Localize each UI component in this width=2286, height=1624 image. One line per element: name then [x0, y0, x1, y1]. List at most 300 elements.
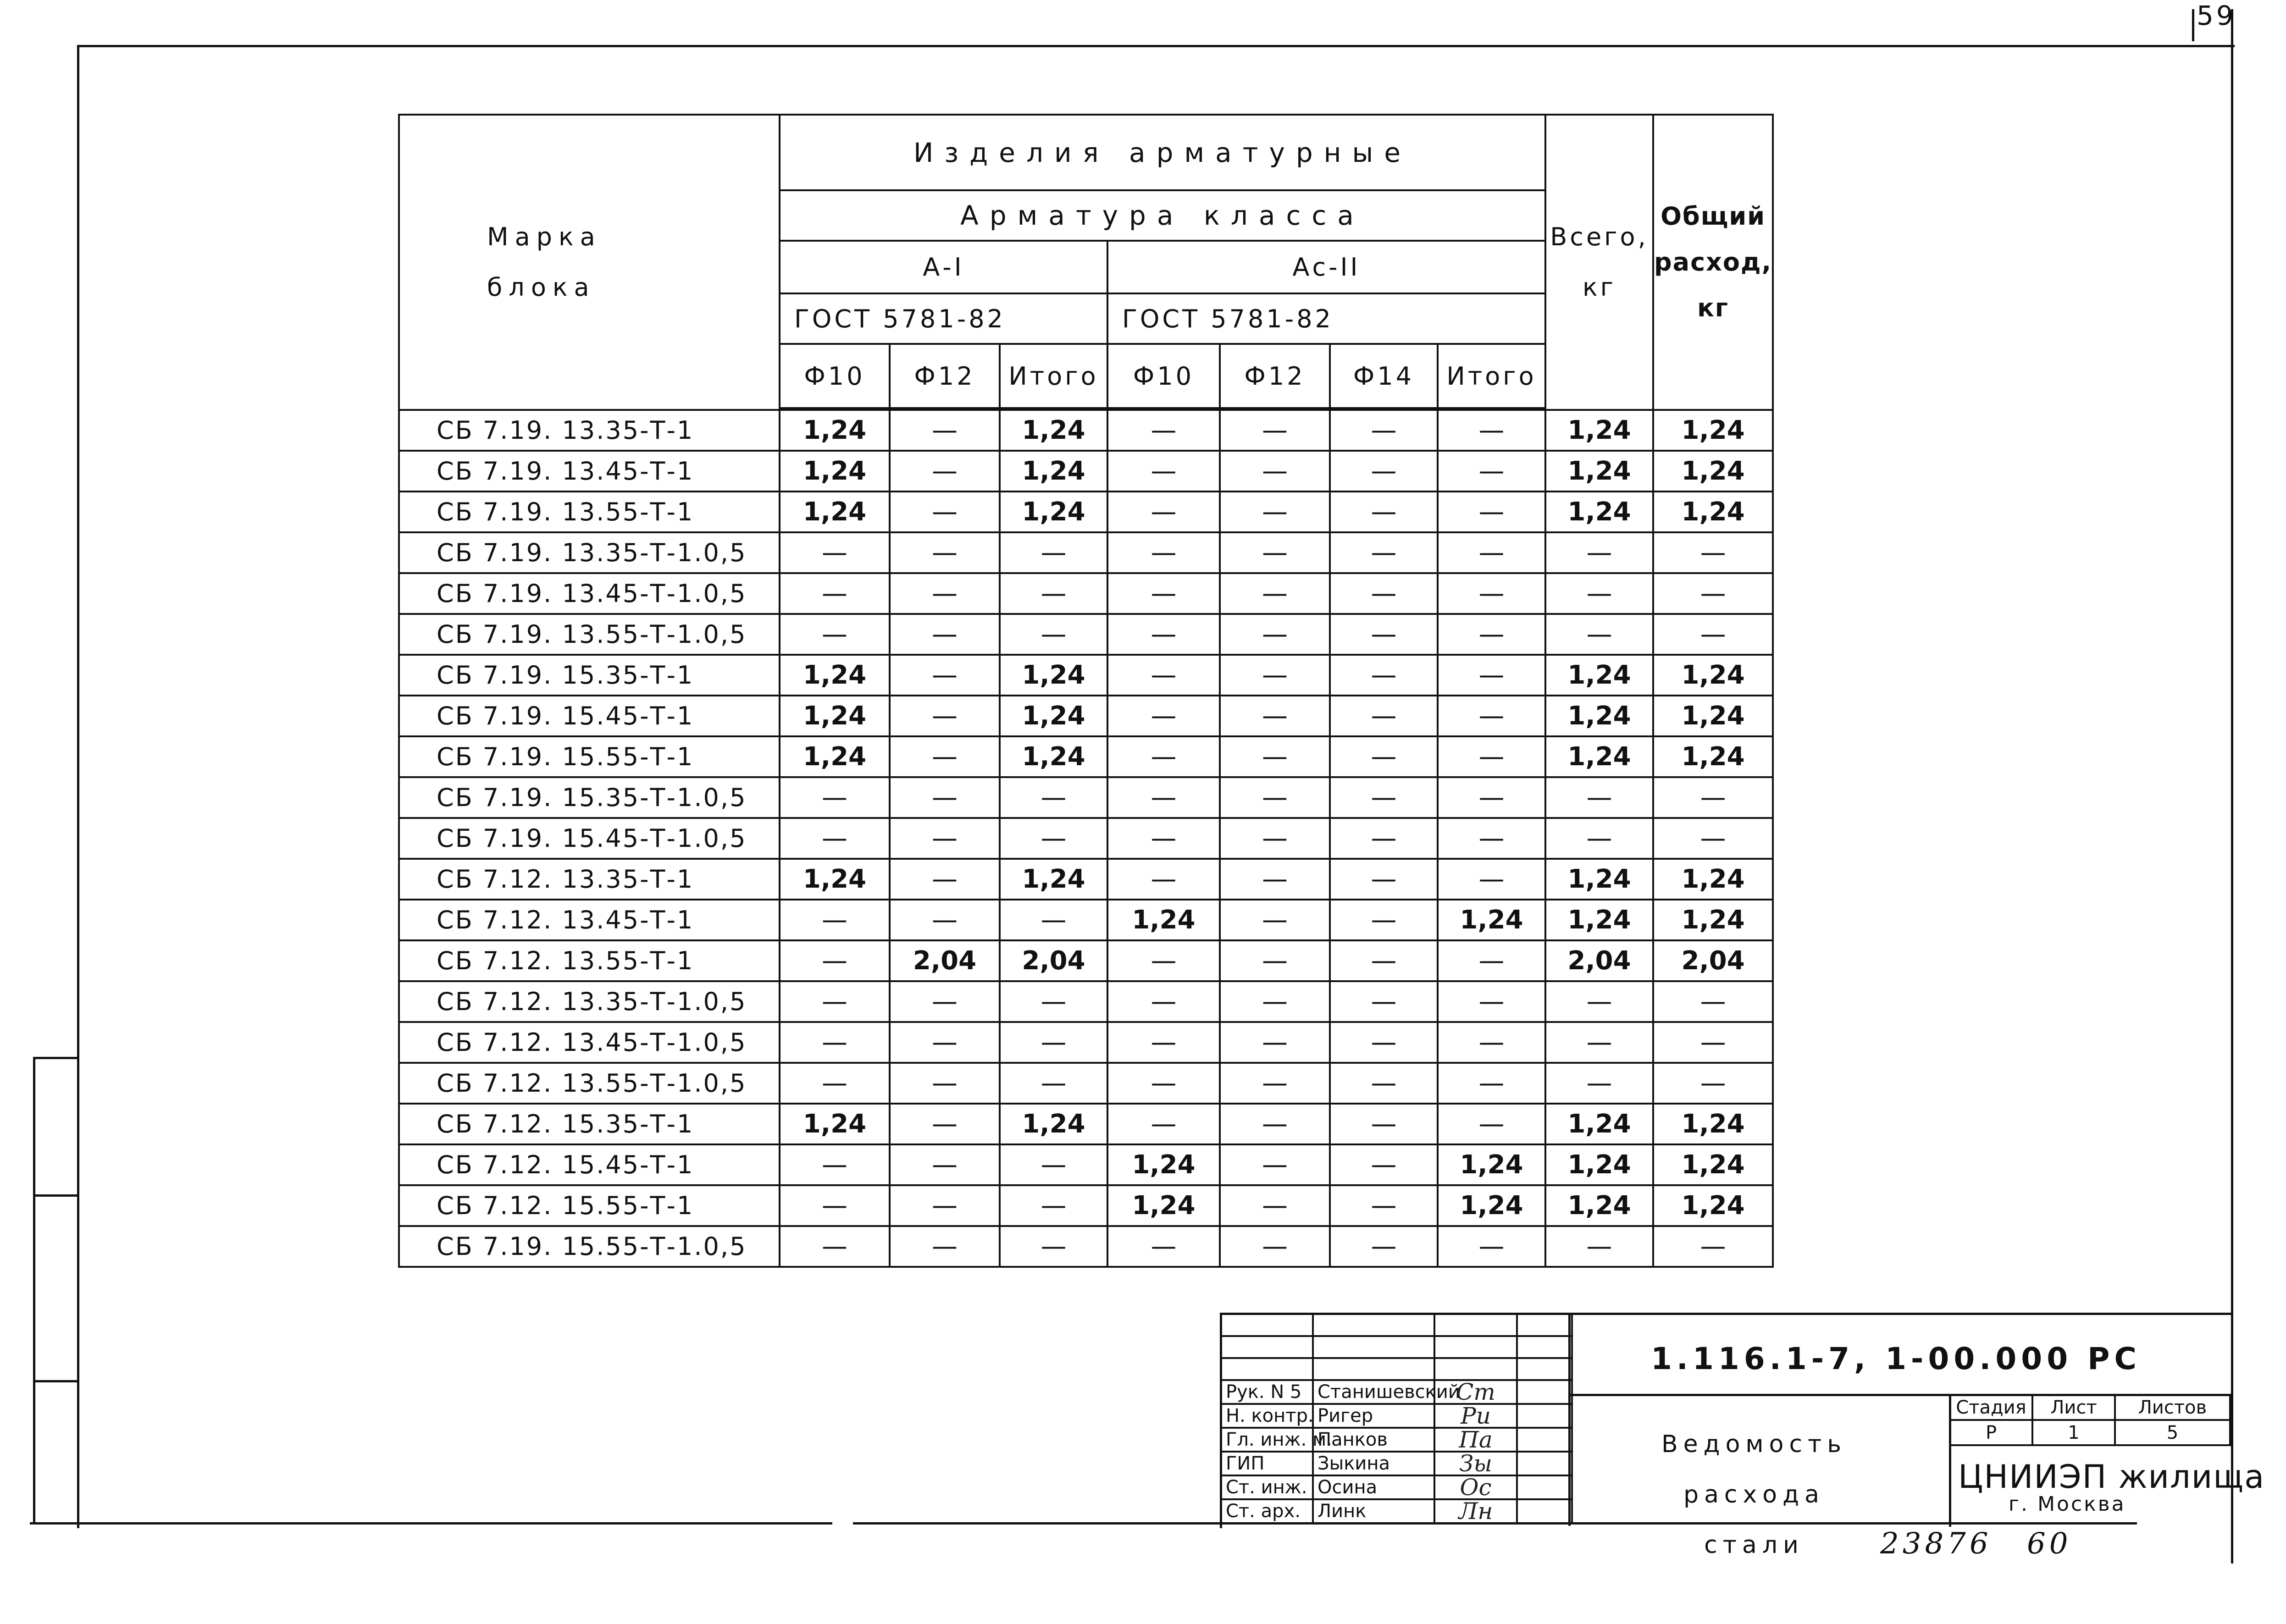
cell-a1-d10: — — [780, 573, 890, 614]
cell-a1-d12: — — [890, 900, 1000, 940]
cell-a2-total: — — [1438, 532, 1545, 573]
cell-a2-d12: — — [1220, 451, 1330, 492]
cell-a1-total: — — [1000, 777, 1107, 818]
cell-total: 1,24 — [1545, 696, 1653, 736]
header-overall-unit: кг — [1697, 293, 1729, 322]
stamp-empty-cell — [1222, 1337, 1314, 1359]
stamp-empty-cell — [1435, 1359, 1518, 1381]
cell-a1-d12: — — [890, 410, 1000, 451]
cell-overall: 1,24 — [1653, 736, 1773, 777]
cell-overall: 1,24 — [1653, 900, 1773, 940]
cell-brand: СБ 7.12. 13.45-Т-1.0,5 — [399, 1022, 780, 1063]
table-row — [399, 573, 1773, 614]
cell-a2-d10: — — [1107, 1104, 1220, 1144]
cell-a1-d10: 1,24 — [780, 492, 890, 532]
stamp-signature: Лн — [1435, 1500, 1518, 1524]
cell-total: 1,24 — [1545, 859, 1653, 900]
page-number: 59 — [2197, 0, 2236, 31]
header-overall-line2: расход, — [1654, 248, 1772, 276]
cell-overall: 1,24 — [1653, 1144, 1773, 1185]
cell-total: — — [1545, 573, 1653, 614]
cell-a2-d10: 1,24 — [1107, 1144, 1220, 1185]
stamp-date — [1518, 1429, 1573, 1453]
cell-overall: — — [1653, 1226, 1773, 1267]
stamp-empty-cell — [1314, 1337, 1435, 1359]
cell-a2-d10: — — [1107, 451, 1220, 492]
table-row — [399, 492, 1773, 532]
cell-a1-d12: — — [890, 696, 1000, 736]
cell-a2-d10: — — [1107, 410, 1220, 451]
cell-brand: СБ 7.12. 13.55-Т-1 — [399, 940, 780, 981]
cell-a2-d12: — — [1220, 532, 1330, 573]
cell-a2-d12: — — [1220, 614, 1330, 655]
cell-brand: СБ 7.19. 13.35-Т-1 — [399, 410, 780, 451]
table-row — [399, 1144, 1773, 1185]
cell-total: 1,24 — [1545, 900, 1653, 940]
stamp-role: ГИП — [1222, 1453, 1314, 1476]
table-row — [399, 859, 1773, 900]
cell-overall: — — [1653, 1063, 1773, 1104]
cell-brand: СБ 7.12. 13.45-Т-1 — [399, 900, 780, 940]
cell-a2-d14: — — [1330, 859, 1438, 900]
cell-brand: СБ 7.19. 15.45-Т-1.0,5 — [399, 818, 780, 859]
cell-a1-total: — — [1000, 900, 1107, 940]
cell-a2-total: — — [1438, 1022, 1545, 1063]
document-number: 1.116.1-7, 1-00.000 РС — [1651, 1341, 2141, 1376]
cell-overall: 1,24 — [1653, 655, 1773, 696]
cell-a2-d14: — — [1330, 818, 1438, 859]
stamp-role: Гл. инж. м. — [1222, 1429, 1314, 1453]
cell-a2-d12: — — [1220, 696, 1330, 736]
cell-a2-d14: — — [1330, 410, 1438, 451]
stamp-empty-cell — [1222, 1315, 1314, 1337]
cell-a1-total: 1,24 — [1000, 451, 1107, 492]
cell-brand: СБ 7.19. 13.55-Т-1.0,5 — [399, 614, 780, 655]
cell-a2-d14: — — [1330, 492, 1438, 532]
binding-tick — [33, 1380, 77, 1382]
header-a1-d12: Ф12 — [890, 344, 1000, 408]
cell-a1-d10: — — [780, 818, 890, 859]
stamp-empty-cell — [1518, 1337, 1573, 1359]
cell-a1-d10: — — [780, 614, 890, 655]
sheet-bottom-line — [30, 1522, 832, 1525]
stamp-empty-cell — [1314, 1359, 1435, 1381]
document-title-line1: Ведомость расхода — [1661, 1431, 1847, 1508]
cell-total: 2,04 — [1545, 940, 1653, 981]
cell-a2-d12: — — [1220, 940, 1330, 981]
cell-a1-d10: — — [780, 1063, 890, 1104]
document-title — [1589, 1419, 1919, 1570]
header-total-line1: Всего, — [1550, 222, 1649, 251]
cell-a1-total: 1,24 — [1000, 492, 1107, 532]
cell-brand: СБ 7.19. 15.45-Т-1 — [399, 696, 780, 736]
cell-a2-total: — — [1438, 777, 1545, 818]
cell-a2-d14: — — [1330, 696, 1438, 736]
cell-a2-d12: — — [1220, 1144, 1330, 1185]
cell-a1-d10: — — [780, 981, 890, 1022]
binding-strip — [33, 1057, 35, 1525]
table-row — [399, 1022, 1773, 1063]
cell-a2-d14: — — [1330, 1144, 1438, 1185]
stamp-signature: Ос — [1435, 1476, 1518, 1500]
stamp-signature: Ри — [1435, 1405, 1518, 1429]
table-row — [399, 614, 1773, 655]
stamp-date — [1518, 1476, 1573, 1500]
table-row — [399, 777, 1773, 818]
header-products: Изделия арматурные — [780, 115, 1545, 190]
cell-total: — — [1545, 532, 1653, 573]
cell-a2-d12: — — [1220, 573, 1330, 614]
cell-a2-d10: — — [1107, 1063, 1220, 1104]
cell-a2-d14: — — [1330, 1104, 1438, 1144]
cell-a1-d12: — — [890, 1226, 1000, 1267]
binding-tick — [33, 1194, 77, 1197]
cell-brand: СБ 7.12. 13.55-Т-1.0,5 — [399, 1063, 780, 1104]
sheet-value: 1 — [2033, 1421, 2116, 1446]
cell-a1-d10: — — [780, 532, 890, 573]
table-row — [399, 900, 1773, 940]
cell-a2-total: — — [1438, 1104, 1545, 1144]
stamp-date — [1518, 1500, 1573, 1524]
cell-a2-d10: — — [1107, 859, 1220, 900]
table-row — [399, 818, 1773, 859]
header-a2-total: Итого — [1438, 344, 1545, 408]
cell-a2-total: — — [1438, 736, 1545, 777]
cell-a2-d10: — — [1107, 655, 1220, 696]
header-class-a1: А-I — [780, 241, 1107, 293]
cell-a1-d12: — — [890, 451, 1000, 492]
header-marka — [399, 115, 780, 410]
cell-brand: СБ 7.19. 13.35-Т-1.0,5 — [399, 532, 780, 573]
cell-overall: — — [1653, 1022, 1773, 1063]
cell-a2-total: — — [1438, 818, 1545, 859]
cell-a2-d12: — — [1220, 1022, 1330, 1063]
cell-a2-total: — — [1438, 492, 1545, 532]
cell-a2-total: — — [1438, 1226, 1545, 1267]
cell-a2-d14: — — [1330, 655, 1438, 696]
cell-a2-total: — — [1438, 981, 1545, 1022]
cell-a2-d14: — — [1330, 736, 1438, 777]
cell-a1-total: — — [1000, 573, 1107, 614]
header-total-unit: кг — [1583, 273, 1616, 302]
cell-a2-total: — — [1438, 573, 1545, 614]
stamp-date — [1518, 1453, 1573, 1476]
table-row — [399, 1104, 1773, 1144]
cell-overall: — — [1653, 573, 1773, 614]
cell-a2-total: — — [1438, 1063, 1545, 1104]
cell-overall: 1,24 — [1653, 1185, 1773, 1226]
cell-brand: СБ 7.19. 15.35-Т-1 — [399, 655, 780, 696]
organization-name: ЦНИИЭП жилища — [1958, 1458, 2265, 1496]
cell-a2-total: — — [1438, 451, 1545, 492]
cell-a1-d10: — — [780, 1144, 890, 1185]
cell-a1-d10: 1,24 — [780, 451, 890, 492]
cell-a2-d10: — — [1107, 696, 1220, 736]
cell-a2-total: — — [1438, 696, 1545, 736]
cell-a1-d10: — — [780, 1226, 890, 1267]
cell-a1-d12: — — [890, 573, 1000, 614]
cell-brand: СБ 7.12. 15.45-Т-1 — [399, 1144, 780, 1185]
cell-brand: СБ 7.12. 13.35-Т-1.0,5 — [399, 981, 780, 1022]
cell-a1-d12: — — [890, 1144, 1000, 1185]
cell-total: 1,24 — [1545, 1104, 1653, 1144]
cell-a1-total: 1,24 — [1000, 410, 1107, 451]
cell-a1-d10: — — [780, 777, 890, 818]
header-a2-d10: Ф10 — [1107, 344, 1220, 408]
cell-overall: — — [1653, 777, 1773, 818]
stamp-empty-cell — [1314, 1315, 1435, 1337]
cell-a1-total: — — [1000, 1022, 1107, 1063]
cell-a1-total: 1,24 — [1000, 696, 1107, 736]
stamp-name: Линк — [1314, 1500, 1435, 1524]
cell-a1-total: — — [1000, 614, 1107, 655]
cell-a1-d12: — — [890, 1185, 1000, 1226]
header-rebar-class: Арматура класса — [780, 190, 1545, 241]
stamp-empty-cell — [1518, 1315, 1573, 1337]
stamp-signature: Ст — [1435, 1381, 1518, 1405]
cell-a1-d12: — — [890, 1022, 1000, 1063]
stamp-divider-v — [1568, 1313, 1571, 1526]
cell-a1-total: — — [1000, 532, 1107, 573]
cell-a2-total: — — [1438, 410, 1545, 451]
cell-a2-d12: — — [1220, 981, 1330, 1022]
steel-consumption-table — [398, 114, 1774, 1268]
cell-a1-total: — — [1000, 1144, 1107, 1185]
cell-a2-d12: — — [1220, 818, 1330, 859]
cell-a1-d12: — — [890, 492, 1000, 532]
header-gost-a2: ГОСТ 5781-82 — [1107, 293, 1545, 344]
table-row — [399, 940, 1773, 981]
cell-a2-total: — — [1438, 940, 1545, 981]
sheet-label: Лист — [2033, 1396, 2116, 1421]
cell-a2-d14: — — [1330, 451, 1438, 492]
cell-a1-d10: 1,24 — [780, 410, 890, 451]
cell-a2-d10: — — [1107, 573, 1220, 614]
header-overall — [1653, 115, 1773, 410]
header-gost-a1: ГОСТ 5781-82 — [780, 293, 1107, 344]
cell-total: 1,24 — [1545, 410, 1653, 451]
cell-brand: СБ 7.19. 13.45-Т-1.0,5 — [399, 573, 780, 614]
cell-a1-total: — — [1000, 1185, 1107, 1226]
table-row — [399, 696, 1773, 736]
stamp-date — [1518, 1405, 1573, 1429]
cell-a1-d12: — — [890, 655, 1000, 696]
cell-total: — — [1545, 777, 1653, 818]
cell-a2-total: — — [1438, 655, 1545, 696]
header-a2-d14: Ф14 — [1330, 344, 1438, 408]
cell-a2-d10: — — [1107, 818, 1220, 859]
table-row — [399, 736, 1773, 777]
cell-a2-d14: — — [1330, 1022, 1438, 1063]
cell-brand: СБ 7.19. 13.55-Т-1 — [399, 492, 780, 532]
stamp-role: Ст. арх. — [1222, 1500, 1314, 1524]
cell-a2-d12: — — [1220, 492, 1330, 532]
table-row — [399, 532, 1773, 573]
cell-a2-d10: 1,24 — [1107, 1185, 1220, 1226]
binding-tick — [33, 1057, 77, 1059]
cell-a2-d12: — — [1220, 1104, 1330, 1144]
cell-a2-d12: — — [1220, 859, 1330, 900]
cell-total: 1,24 — [1545, 492, 1653, 532]
table-row — [399, 1185, 1773, 1226]
cell-a2-d12: — — [1220, 1226, 1330, 1267]
cell-a2-d14: — — [1330, 1185, 1438, 1226]
cell-a2-d10: — — [1107, 614, 1220, 655]
header-marka-line2: блока — [487, 273, 596, 302]
stamp-empty-cell — [1435, 1315, 1518, 1337]
stamp-signature: Зы — [1435, 1453, 1518, 1476]
stamp-date — [1518, 1381, 1573, 1405]
cell-total: 1,24 — [1545, 1185, 1653, 1226]
document-title-line2: стали — [1704, 1531, 1804, 1559]
footer-page: 60 — [2027, 1527, 2072, 1561]
cell-a2-total: — — [1438, 614, 1545, 655]
cell-total: 1,24 — [1545, 451, 1653, 492]
sheets-value: 5 — [2116, 1421, 2231, 1446]
cell-total: 1,24 — [1545, 736, 1653, 777]
cell-a1-total: — — [1000, 818, 1107, 859]
cell-a2-d12: — — [1220, 655, 1330, 696]
cell-total: — — [1545, 1022, 1653, 1063]
cell-a1-d10: 1,24 — [780, 736, 890, 777]
cell-a1-d12: — — [890, 777, 1000, 818]
stamp-empty-cell — [1518, 1359, 1573, 1381]
cell-a1-d12: — — [890, 818, 1000, 859]
cell-brand: СБ 7.12. 13.35-Т-1 — [399, 859, 780, 900]
table-row — [399, 1063, 1773, 1104]
cell-overall: 1,24 — [1653, 492, 1773, 532]
cell-a1-total: — — [1000, 1226, 1107, 1267]
header-class-a2: Ас-II — [1107, 241, 1545, 293]
cell-overall: 1,24 — [1653, 451, 1773, 492]
cell-a1-total: 1,24 — [1000, 859, 1107, 900]
cell-a1-d12: — — [890, 1063, 1000, 1104]
cell-total: — — [1545, 1063, 1653, 1104]
cell-a2-d10: — — [1107, 1022, 1220, 1063]
cell-a1-d10: — — [780, 940, 890, 981]
sheets-label: Листов — [2116, 1396, 2231, 1421]
header-a1-total: Итого — [1000, 344, 1107, 408]
cell-overall: 1,24 — [1653, 859, 1773, 900]
cell-overall: — — [1653, 532, 1773, 573]
cell-a1-d12: — — [890, 1104, 1000, 1144]
stamp-empty-cell — [1435, 1337, 1518, 1359]
header-marka-line1: Марка — [487, 222, 602, 251]
cell-a2-d14: — — [1330, 940, 1438, 981]
stamp-empty-cell — [1222, 1359, 1314, 1381]
cell-a2-d14: — — [1330, 573, 1438, 614]
cell-a1-total: 1,24 — [1000, 1104, 1107, 1144]
cell-overall: — — [1653, 818, 1773, 859]
cell-total: — — [1545, 818, 1653, 859]
cell-a2-d10: — — [1107, 532, 1220, 573]
cell-brand: СБ 7.19. 15.55-Т-1.0,5 — [399, 1226, 780, 1267]
cell-a2-d12: — — [1220, 777, 1330, 818]
cell-a2-d12: — — [1220, 1063, 1330, 1104]
cell-a2-d10: 1,24 — [1107, 900, 1220, 940]
archive-number: 23876 — [1880, 1527, 1992, 1561]
stamp-name: Станишевский — [1314, 1381, 1435, 1405]
cell-a2-d10: — — [1107, 492, 1220, 532]
cell-a1-d12: — — [890, 736, 1000, 777]
cell-a1-d10: 1,24 — [780, 1104, 890, 1144]
stamp-name: Ригер — [1314, 1405, 1435, 1429]
table-row — [399, 451, 1773, 492]
cell-a2-d10: — — [1107, 981, 1220, 1022]
cell-brand: СБ 7.19. 15.55-Т-1 — [399, 736, 780, 777]
stamp-role: Н. контр. — [1222, 1405, 1314, 1429]
cell-a2-d10: — — [1107, 736, 1220, 777]
cell-a2-d14: — — [1330, 614, 1438, 655]
cell-a2-d10: — — [1107, 777, 1220, 818]
cell-a1-d10: 1,24 — [780, 859, 890, 900]
cell-a2-d14: — — [1330, 1226, 1438, 1267]
cell-a1-d10: 1,24 — [780, 655, 890, 696]
cell-a2-total: 1,24 — [1438, 900, 1545, 940]
cell-a2-d14: — — [1330, 532, 1438, 573]
page-num-divider — [2192, 9, 2194, 41]
stamp-role: Ст. инж. — [1222, 1476, 1314, 1500]
cell-overall: — — [1653, 614, 1773, 655]
cell-a2-total: 1,24 — [1438, 1144, 1545, 1185]
table-row — [399, 1226, 1773, 1267]
cell-total: — — [1545, 1226, 1653, 1267]
header-overall-line1: Общий — [1661, 202, 1766, 231]
stamp-role: Рук. N 5 — [1222, 1381, 1314, 1405]
table-row — [399, 655, 1773, 696]
cell-a1-total: — — [1000, 981, 1107, 1022]
cell-total: 1,24 — [1545, 655, 1653, 696]
cell-total: — — [1545, 981, 1653, 1022]
cell-brand: СБ 7.12. 15.55-Т-1 — [399, 1185, 780, 1226]
cell-overall: 1,24 — [1653, 1104, 1773, 1144]
cell-overall: 2,04 — [1653, 940, 1773, 981]
cell-a1-total: 2,04 — [1000, 940, 1107, 981]
stage-value: Р — [1951, 1421, 2033, 1446]
cell-total: — — [1545, 614, 1653, 655]
cell-a2-total: 1,24 — [1438, 1185, 1545, 1226]
cell-a1-d12: 2,04 — [890, 940, 1000, 981]
cell-a2-d10: — — [1107, 1226, 1220, 1267]
cell-total: 1,24 — [1545, 1144, 1653, 1185]
stamp-name: Панков — [1314, 1429, 1435, 1453]
cell-brand: СБ 7.12. 15.35-Т-1 — [399, 1104, 780, 1144]
cell-a2-d12: — — [1220, 1185, 1330, 1226]
cell-a2-d12: — — [1220, 736, 1330, 777]
cell-a1-total: 1,24 — [1000, 736, 1107, 777]
cell-a1-total: — — [1000, 1063, 1107, 1104]
cell-a1-total: 1,24 — [1000, 655, 1107, 696]
cell-a2-d10: — — [1107, 940, 1220, 981]
cell-overall: 1,24 — [1653, 696, 1773, 736]
cell-a1-d10: — — [780, 1022, 890, 1063]
cell-a2-d14: — — [1330, 777, 1438, 818]
cell-brand: СБ 7.19. 13.45-Т-1 — [399, 451, 780, 492]
cell-a2-d14: — — [1330, 1063, 1438, 1104]
table-body — [399, 410, 1773, 1267]
header-total — [1545, 115, 1653, 410]
stamp-name: Зыкина — [1314, 1453, 1435, 1476]
cell-a2-d14: — — [1330, 981, 1438, 1022]
cell-brand: СБ 7.19. 15.35-Т-1.0,5 — [399, 777, 780, 818]
table-row — [399, 410, 1773, 451]
header-a1-d10: Ф10 — [780, 344, 890, 408]
table-row — [399, 981, 1773, 1022]
cell-a1-d12: — — [890, 532, 1000, 573]
cell-a2-d12: — — [1220, 410, 1330, 451]
cell-a1-d10: 1,24 — [780, 696, 890, 736]
cell-a2-d12: — — [1220, 900, 1330, 940]
